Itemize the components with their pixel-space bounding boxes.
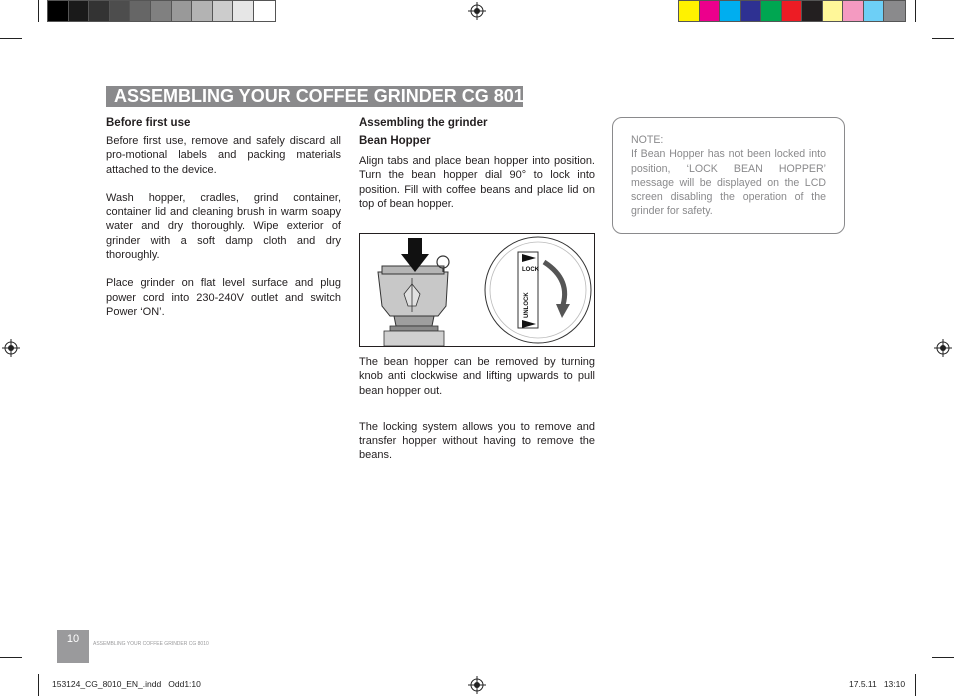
paragraph: Align tabs and place bean hopper into position. Turn the bean hopper dial 90° to lock into position. Fill with coffee beans and place lid on top of bean hopper.: [359, 155, 595, 210]
crop-mark: [932, 657, 954, 658]
color-swatch: [48, 1, 69, 21]
note-heading: NOTE:: [631, 134, 664, 146]
color-swatch: [802, 1, 823, 21]
section-subheading: Bean Hopper: [359, 135, 431, 147]
bean-hopper-figure: [359, 233, 595, 347]
slug-file-info: 153124_CG_8010_EN_.indd Odd1:10: [52, 679, 201, 689]
paragraph: Place grinder on flat level surface and plug power cord into 230-240V outlet and switch Power ‘ON’.: [106, 277, 341, 318]
color-swatch: [761, 1, 782, 21]
note-box: [612, 117, 845, 234]
crop-mark: [0, 38, 22, 39]
color-swatch: [172, 1, 193, 21]
color-swatch: [843, 1, 864, 21]
grey-color-bar: [47, 0, 276, 22]
page-title: ASSEMBLING YOUR COFFEE GRINDER CG 8010: [106, 86, 523, 107]
paragraph: Wash hopper, cradles, grind container, container lid and cleaning brush in warm soapy water and dry thoroughly. Wipe exterior of grinder with a soft damp cloth and dry thoroughly.: [106, 191, 341, 262]
color-swatch: [233, 1, 254, 21]
crop-mark: [915, 674, 916, 696]
color-swatch: [192, 1, 213, 21]
color-swatch: [884, 1, 905, 21]
dial-lock-label: LOCK: [522, 267, 539, 273]
crop-mark: [915, 0, 916, 22]
color-swatch: [69, 1, 90, 21]
color-swatch: [720, 1, 741, 21]
paragraph: Before first use, remove and safely discard all pro-motional labels and packing materials attached to the device.: [106, 135, 341, 176]
process-color-bar: [678, 0, 906, 22]
dial-unlock-label: UNLOCK: [524, 292, 530, 318]
color-swatch: [151, 1, 172, 21]
color-swatch: [130, 1, 151, 21]
section-heading: Before first use: [106, 117, 191, 129]
before-first-use-section: [106, 116, 341, 333]
color-swatch: [213, 1, 234, 21]
color-swatch: [782, 1, 803, 21]
crop-mark: [932, 38, 954, 39]
registration-mark-icon: [934, 339, 952, 357]
crop-mark: [38, 0, 39, 22]
running-footer-title: ASSEMBLING YOUR COFFEE GRINDER CG 8010: [93, 641, 209, 647]
page-number: 10: [57, 630, 89, 663]
registration-mark-icon: [2, 339, 20, 357]
color-swatch: [741, 1, 762, 21]
crop-mark: [38, 674, 39, 696]
paragraph: The bean hopper can be removed by turning knob anti clockwise and lifting upwards to pull bean hopper out.: [359, 356, 595, 397]
color-swatch: [254, 1, 275, 21]
paragraph: The locking system allows you to remove and transfer hopper without having to remove the beans.: [359, 420, 595, 462]
note-body: If Bean Hopper has not been locked into position, ‘LOCK BEAN HOPPER’ message will be displayed on the LCD screen disabling the operation of the grinder for safety.: [631, 148, 826, 218]
color-swatch: [89, 1, 110, 21]
registration-mark-icon: [468, 676, 486, 694]
color-swatch: [110, 1, 131, 21]
color-swatch: [864, 1, 885, 21]
color-swatch: [823, 1, 844, 21]
slug-date-info: 17.5.11 13:10: [849, 679, 906, 689]
hopper-illustration: [360, 234, 594, 346]
crop-mark: [0, 657, 22, 658]
section-heading: Assembling the grinder: [359, 117, 488, 129]
assembling-section: [359, 116, 595, 225]
hopper-removal-section: [359, 355, 595, 477]
color-swatch: [679, 1, 700, 21]
color-swatch: [700, 1, 721, 21]
registration-mark-icon: [468, 2, 486, 20]
